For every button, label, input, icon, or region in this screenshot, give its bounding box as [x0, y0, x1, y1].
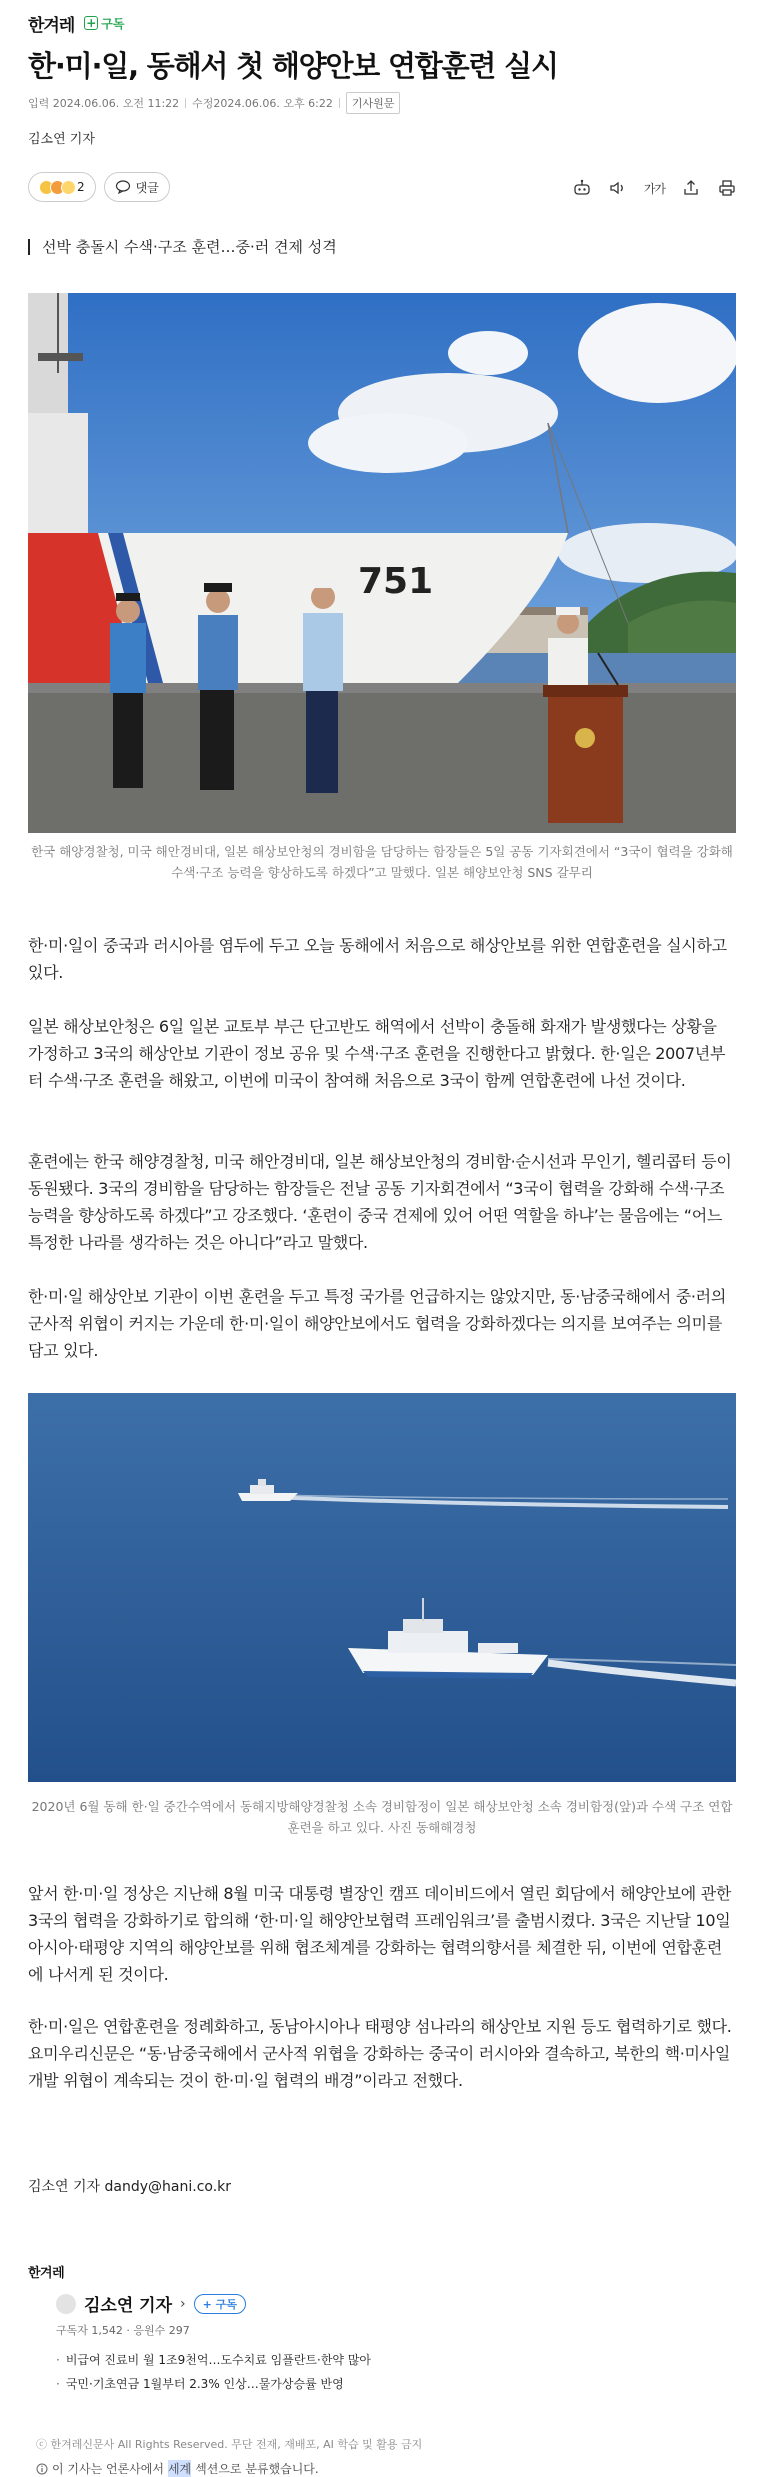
sub-headline-bar	[28, 239, 30, 255]
chevron-right-icon[interactable]: ›	[180, 2295, 186, 2312]
info-icon	[36, 2463, 48, 2475]
reporter-name[interactable]: 김소연 기자	[84, 2296, 173, 2316]
classified-prefix: 이 기사는 언론사에서	[52, 2462, 164, 2476]
subscribe-label: 구독	[101, 16, 125, 31]
byline[interactable]: 김소연 기자	[28, 132, 95, 147]
article-paragraph: 훈련에는 한국 해양경찰청, 미국 해안경비대, 일본 해상보안청의 경비함·순시선과 무인기, 헬리콥터 등이 동원됐다. 3국의 경비함을 담당하는 함장들은 전날 공동 기자회견에서 “3국이 협력을 강화해 수색·구조 능력을 향상하도록 하겠다”고 강조했다. ‘훈련이 중국 견제에 있어 어떤 역할을 하냐’는 물음에는 “어느 특정한 나라를 생각하는 것은 아니다”라고 말했다.	[28, 1152, 732, 1252]
reaction-button[interactable]	[28, 172, 96, 202]
copyright-notice: ⓒ 한겨레신문사 All Rights Reserved. 무단 전재, 재배포, AI 학습 및 활용 금지	[36, 2438, 423, 2451]
press-logo-small: 한겨레	[28, 2266, 65, 2281]
article-paragraph: 한·미·일이 중국과 러시아를 염두에 두고 오늘 동해에서 처음으로 해상안보를 위한 연합훈련을 실시하고 있다.	[28, 936, 727, 982]
meta-divider	[339, 98, 340, 108]
article-signoff: 김소연 기자 dandy@hani.co.kr	[28, 2179, 232, 2195]
article-meta	[28, 92, 400, 114]
photo-caption: 2020년 6월 동해 한·일 중간수역에서 동해지방해양경찰청 소속 경비함정이 일본 해상보안청 소속 경비함정(앞)과 수색 구조 연합훈련을 하고 있다. 사진 동해해경청	[31, 1799, 733, 1835]
published-time: 입력 2024.06.06. 오전 11:22	[28, 97, 180, 110]
speaker-icon[interactable]	[608, 178, 628, 198]
article-headline: 한·미·일, 동해서 첫 해양안보 연합훈련 실시	[28, 49, 558, 83]
share-icon[interactable]	[681, 178, 701, 198]
article-paragraph: 앞서 한·미·일 정상은 지난해 8월 미국 대통령 별장인 캠프 데이비드에서 열린 회담에서 해양안보에 관한 3국의 협력을 강화하기로 합의해 ‘한·미·일 해양안보협력 프레임워크’를 출범시켰다. 3국은 지난달 10일 아시아·태평양 지역의 해양안보를 위해 협조체계를 강화하는 협력의향서를 체결한 뒤, 이번에 연합훈련에 나서게 된 것이다.	[28, 1884, 732, 1984]
article-paragraph: 한·미·일 해상안보 기관이 이번 훈련을 두고 특정 국가를 언급하지는 않았지만, 동·남중국해에서 중·러의 군사적 위협이 커지는 가운데 한·미·일이 해양안보에서도 협력을 강화하겠다는 의지를 보여주는 의미를 담고 있다.	[28, 1287, 726, 1360]
reaction-emoji-icon	[39, 180, 72, 195]
press-logo[interactable]: 한겨레	[28, 15, 75, 36]
updated-time: 수정2024.06.06. 오후 6:22	[192, 97, 333, 110]
comment-bubble-icon	[115, 179, 131, 195]
article-toolbar	[572, 178, 737, 198]
subscribe-reporter-button[interactable]: + 구독	[194, 2294, 246, 2314]
font-size-icon[interactable]: 가가	[643, 181, 665, 196]
photo-press-conference-image	[28, 293, 736, 833]
plus-icon: +	[86, 16, 97, 30]
reporter-row	[56, 2291, 736, 2316]
section-classification	[36, 2460, 319, 2477]
comment-label: 댓글	[135, 180, 159, 195]
article-paragraph: 한·미·일은 연합훈련을 정례화하고, 동남아시아나 태평양 섬나라의 해상안보 지원 등도 협력하기로 했다. 요미우리신문은 “동·남중국해에서 군사적 위협을 강화하는 중국이 러시아와 결속하고, 북한의 핵·미사일 개발 위협이 계속되는 것이 한·미·일 협력의 배경”이라고 전했다.	[28, 2017, 732, 2090]
section-link[interactable]: 세계	[167, 2462, 192, 2476]
reaction-count: 2	[77, 180, 85, 194]
related-article-link[interactable]: · 국민·기초연금 1월부터 2.3% 인상…물가상승률 반영	[56, 2372, 736, 2396]
reactions-bar	[28, 172, 170, 202]
reporter-card	[28, 2262, 736, 2396]
article-paragraph: 일본 해상보안청은 6일 일본 교토부 부근 단고반도 해역에서 선박이 충돌해 화재가 발생했다는 상황을 가정하고 3국의 해상안보 기관이 정보 공유 및 수색·구조 훈련을 진행한다고 밝혔다. 한·일은 2007년부터 수색·구조 훈련을 해왔고, 이번에 미국이 참여해 처음으로 3국이 함께 연합훈련에 나선 것이다.	[28, 1017, 726, 1090]
original-article-button[interactable]: 기사원문	[346, 92, 401, 114]
ship-number: 751	[358, 561, 434, 602]
classified-suffix: 섹션으로 분류했습니다.	[195, 2462, 319, 2476]
sub-headline	[28, 236, 337, 257]
comment-button[interactable]	[104, 172, 170, 202]
related-articles-list	[56, 2348, 736, 2396]
article-photo-press-conference[interactable]	[28, 293, 736, 833]
subscribe-press-button[interactable]	[84, 15, 124, 32]
print-icon[interactable]	[717, 178, 737, 198]
article-photo-joint-drill[interactable]	[28, 1393, 736, 1782]
summary-robot-icon[interactable]	[572, 178, 592, 198]
avatar	[56, 2294, 76, 2314]
photo-joint-drill-image	[28, 1393, 736, 1782]
reporter-stats: 구독자 1,542 · 응원수 297	[56, 2324, 190, 2337]
press-header	[28, 12, 124, 34]
meta-divider	[185, 98, 186, 108]
photo-caption: 한국 해양경찰청, 미국 해안경비대, 일본 해상보안청의 경비함을 담당하는 함장들은 5일 공동 기자회견에서 “3국이 협력을 강화해 수색·구조 능력을 향상하도록 하겠다”고 말했다. 일본 해양보안청 SNS 갈무리	[31, 844, 733, 880]
related-article-link[interactable]: · 비급여 진료비 월 1조9천억…도수치료 임플란트·한약 많아	[56, 2348, 736, 2372]
sub-headline-text: 선박 충돌시 수색·구조 훈련…중·러 견제 성격	[42, 238, 337, 256]
